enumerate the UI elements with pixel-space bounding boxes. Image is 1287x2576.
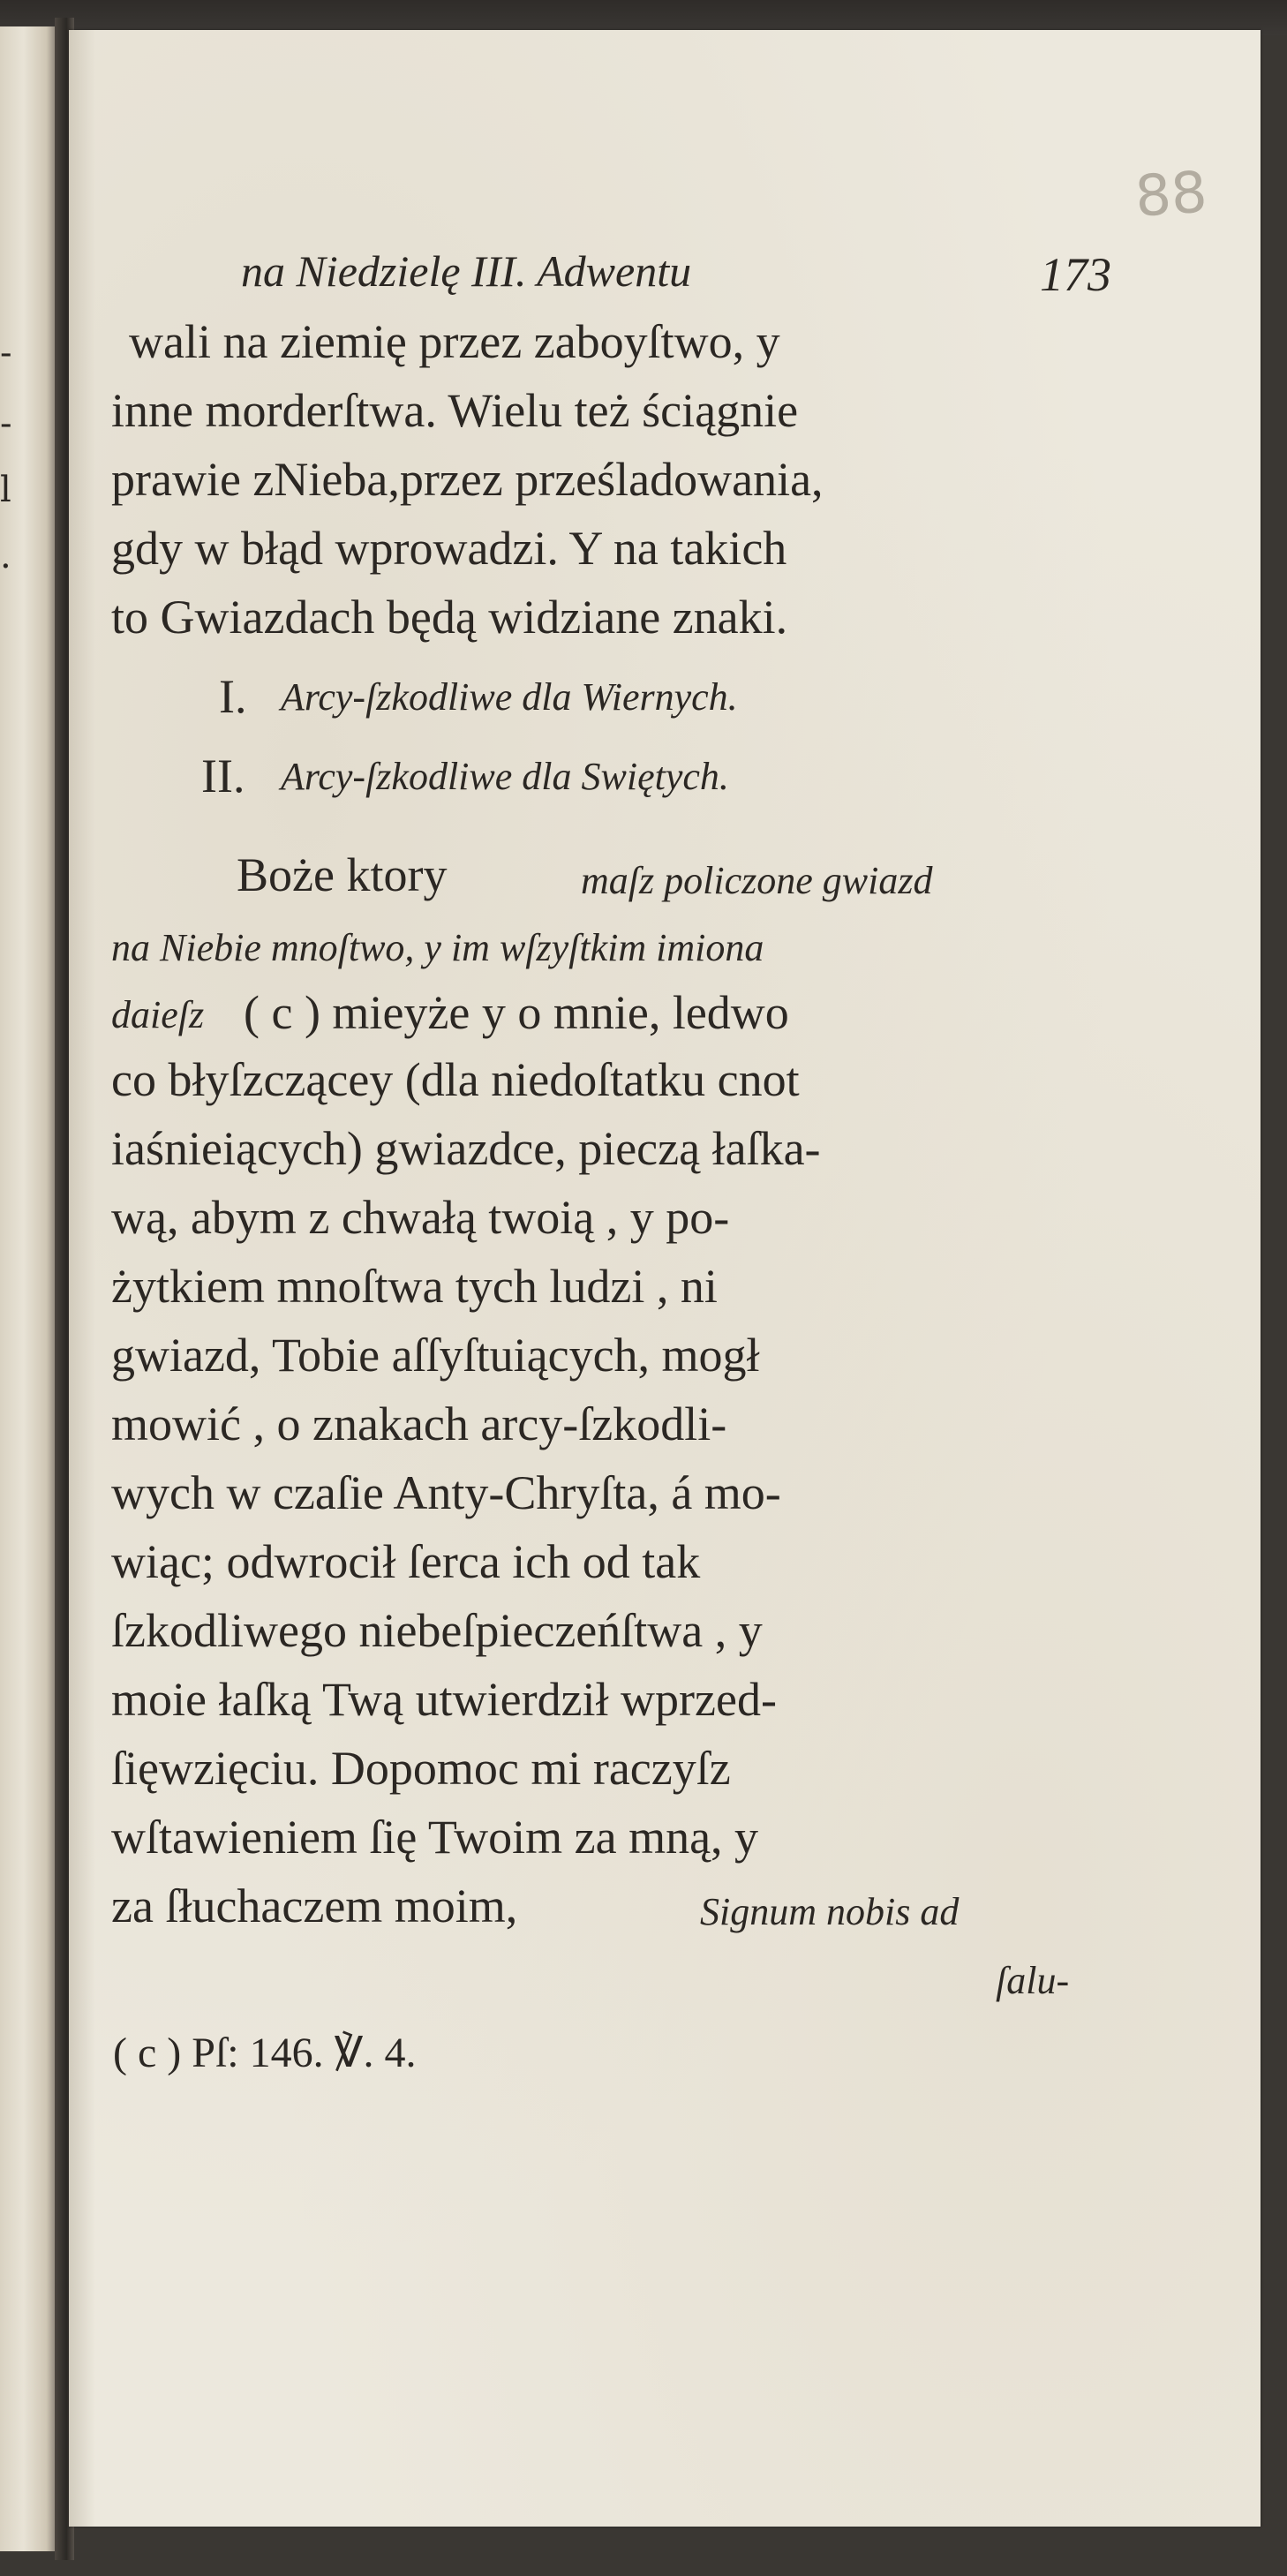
text-line-italic: Signum nobis ad [700,1890,960,1933]
facing-page-fragment: - [0,333,12,373]
text-line: ( c ) mieyże y o mnie, ledwo [244,986,789,1039]
text-line: wych w czaſie Anty-Chryſta, á mo- [111,1466,781,1519]
text-line-italic: daieſz [111,993,205,1036]
text-line: za ſłuchaczem moim, [111,1879,518,1932]
facing-page-edge [0,26,58,2551]
page-number: 173 [1040,248,1111,301]
text-line: ſięwzięciu. Dopomoc mi raczyſz [111,1742,731,1795]
division-heading: Arcy-ſzkodliwe dla Wiernych. [281,675,738,719]
running-title: na Niedzielę III. Adwentu [241,246,692,296]
text-line: gdy w błąd wprowadzi. Y na takich [111,522,787,575]
text-line: mowić , o znakach arcy-ſzkodli- [111,1397,727,1450]
text-line: wſtawieniem ſię Twoim za mną, y [111,1811,759,1864]
division-numeral: II. [201,749,245,802]
division-heading: Arcy-ſzkodliwe dla Swiętych. [281,755,729,798]
facing-page-fragment: . [0,536,11,576]
text-line-italic: maſz policzone gwiazd [581,859,933,902]
facing-page-fragment: - [0,403,12,444]
text-line: wą, abym z chwałą twoią , y po- [111,1191,730,1244]
pencil-folio-number: 88 [1133,160,1209,230]
text-line: wali na ziemię przez zaboyſtwo, y [129,315,780,368]
text-line: wiąc; odwrocił ſerca ich od tak [111,1535,701,1588]
text-line: prawie zNieba,przez prześladowania, [111,453,824,506]
footnote: ( c ) Pſ: 146. ℣. 4. [113,2030,417,2076]
text-line: żytkiem mnoſtwa tych ludzi , ni [111,1260,718,1313]
division-numeral: I. [219,670,247,723]
text-line-italic: na Niebie mnoſtwo, y im wſzyſtkim imiona [111,926,764,969]
book-page [69,30,1261,2527]
text-line: co błyſzczącey (dla niedoſtatku cnot [111,1053,800,1106]
facing-page-fragment: l [0,470,11,510]
text-line: to Gwiazdach będą widziane znaki. [111,591,788,644]
text-line: ſzkodliwego niebeſpieczeńſtwa , y [111,1604,763,1657]
text-line: moie łaſką Twą utwierdził wprzed- [111,1673,777,1726]
text-line: gwiazd, Tobie aſſyſtuiących, mogł [111,1329,760,1382]
catchword: ſalu- [996,1959,1070,2002]
text-line: inne morderſtwa. Wielu też ściągnie [111,384,799,437]
text-line: iaśnieiących) gwiazdce, pieczą łaſka- [111,1122,821,1175]
text-line: Boże ktory [237,848,448,901]
